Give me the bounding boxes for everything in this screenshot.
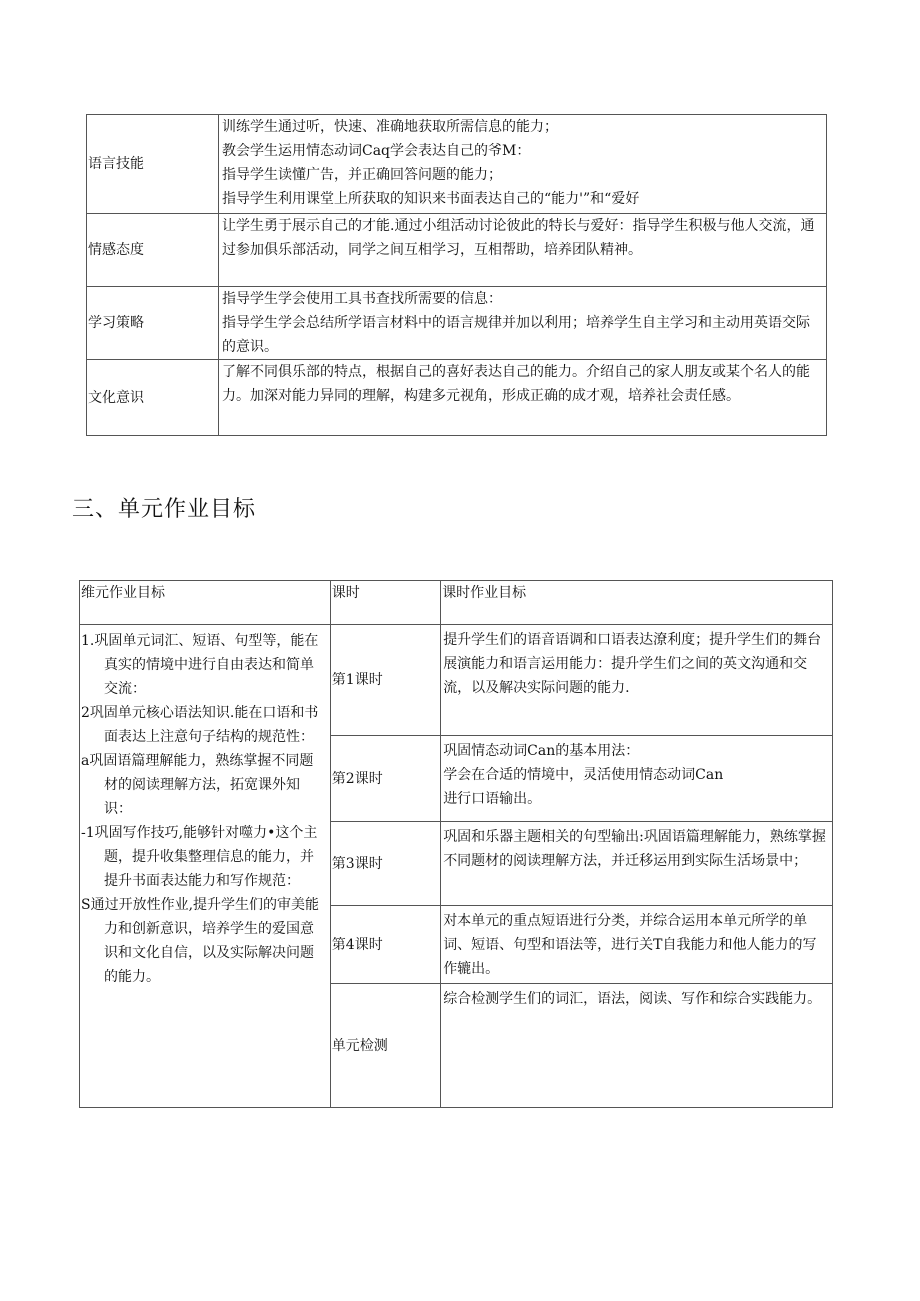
objective-row xyxy=(87,115,827,214)
homework-goals-table xyxy=(79,580,833,1108)
lesson-label: 第1课时 xyxy=(330,625,440,736)
lesson-goal: 综合检测学生们的词汇，语法，阅读、写作和综合实践能力。 xyxy=(441,984,833,1108)
objective-row xyxy=(87,214,827,287)
objective-line: 指导学生读懂广告，并正确回答问题的能力； xyxy=(222,167,502,183)
objective-text: 让学生勇于展示自己的才能.通过小组活动讨论彼此的特长与爱好：指导学生积极与他人交流，通过参加俱乐部活动，同学之间互相学习，互相帮助，培养团队精神。 xyxy=(222,218,815,258)
objective-description xyxy=(219,115,827,214)
lesson-label: 单元检测 xyxy=(330,984,440,1108)
lesson-goal-line: 学会在合适的情境中，灵活使用情态动词Can xyxy=(443,767,724,783)
objective-line: 指导学生学会使用工具书查找所需要的信息： xyxy=(222,291,502,307)
objective-line: 训练学生通过听，快速、准确地获取所需信息的能力； xyxy=(222,119,558,135)
table-row xyxy=(80,625,833,736)
header-unit-goals: 维元作业目标 xyxy=(80,581,331,625)
objective-description xyxy=(219,214,827,287)
lesson-label: 第3课时 xyxy=(330,822,440,906)
objective-line: 教会学生运用情态动词Caq学会表达自己的爷M： xyxy=(222,143,531,159)
lesson-label: 第2课时 xyxy=(330,736,440,822)
unit-goal-item: -1巩固写作技巧,能够针对噬力•这个主题，提升收集整理信息的能力，并提升书面表达能力和写作规范： xyxy=(81,825,318,889)
section-heading: 三、单元作业目标 xyxy=(72,497,257,522)
lesson-goal: 提升学生们的语音语调和口语表达潦利度；提升学生们的舞台展演能力和语言运用能力：提升学生们之间的英文沟通和交流，以及解决实际问题的能力. xyxy=(441,625,833,736)
objectives-table xyxy=(86,114,827,436)
header-lesson: 课时 xyxy=(330,581,440,625)
objective-line: 指导学生利用课堂上所获取的知识来书面表达自己的“能力'”和“爱好 xyxy=(222,191,640,207)
objective-row xyxy=(87,287,827,360)
unit-goals-cell xyxy=(80,625,331,1108)
objective-category: 情感态度 xyxy=(87,214,219,287)
objective-category: 语言技能 xyxy=(87,115,219,214)
unit-goal-item: S通过开放性作业,提升学生们的审美能力和创新意识，培养学生的爱国意识和文化自信，以及实际解决问题的能力。 xyxy=(81,897,320,985)
lesson-label: 第4课时 xyxy=(330,906,440,984)
objective-description xyxy=(219,287,827,360)
table-header-row xyxy=(80,581,833,625)
objective-category: 学习策略 xyxy=(87,287,219,360)
lesson-goal xyxy=(441,736,833,822)
objective-line: 指导学生学会总结所学语言材料中的语言规律并加以利用；培养学生自主学习和主动用英语交际的意识。 xyxy=(222,315,810,355)
unit-goal-item: 1.巩固单元词汇、短语、句型等，能在真实的情境中进行自由表达和简单交流： xyxy=(81,633,319,697)
lesson-goal-line: 进行口语输出。 xyxy=(443,791,542,807)
objective-text: 了解不同俱乐部的特点，根据自己的喜好表达自己的能力。介绍自己的家人朋友或某个名人的能力。加深对能力异同的理解，构建多元视角，形成正确的成才观，培养社会责任感。 xyxy=(222,364,810,404)
unit-goal-item: a巩固语篇理解能力，熟练掌握不同题材的阅读理解方法，拓宽课外知识： xyxy=(81,753,314,817)
header-lesson-goals: 课时作业目标 xyxy=(441,581,833,625)
unit-goal-item: 2巩固单元核心语法知识.能在口语和书面表达上注意句子结构的规范性： xyxy=(81,705,319,745)
lesson-goal-line: 巩固情态动词Can的基本用法： xyxy=(443,743,640,759)
objective-category: 文化意识 xyxy=(87,360,219,436)
objective-description xyxy=(219,360,827,436)
objective-row xyxy=(87,360,827,436)
lesson-goal: 巩固和乐器主题相关的句型输出:巩固语篇理解能力，熟练掌握不同题材的阅读理解方法，并迁移运用到实际生活场景中； xyxy=(441,822,833,906)
lesson-goal: 对本单元的重点短语进行分类，并综合运用本单元所学的单词、短语、句型和语法等，进行关T自我能力和他人能力的写作辘出。 xyxy=(441,906,833,984)
